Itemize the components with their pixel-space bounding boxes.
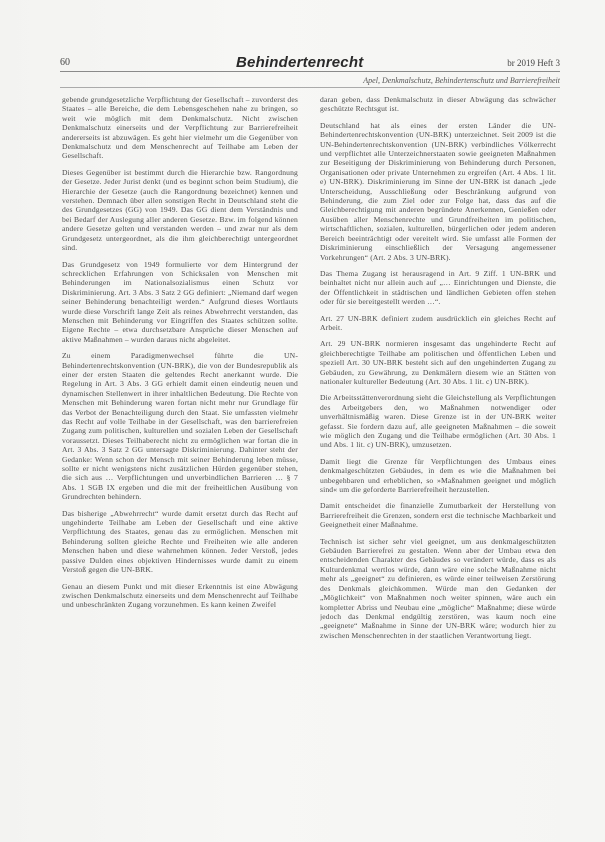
paragraph: Damit liegt die Grenze für Verpflichtungen des Umbaus eines denkmalgeschützten Gebäudes, in dem es wie die Maßnahmen bei unbegehbaren und erheblichen, so »Maßnahmen geeignet und möglich sind« um die geforderte Barrierefreiheit herzustellen. [320,456,556,495]
paragraph: Damit entscheidet die finanzielle Zumutbarkeit der Herstellung von Barrierefreiheit die Grenzen, sondern erst die technische Machbarkeit und Geeignetheit einer Maßnahme. [320,501,556,530]
paragraph: Das bisherige „Abwehrrecht“ wurde damit ersetzt durch das Recht auf ungehinderte Teilhabe am Leben der Gesellschaft und eine aktive Verpflichtung des Staates, genau das zu ermöglichen. Menschen mit Behinderung sollten gleiche Rechte und Freiheiten wie alle anderen Menschen haben und diese wahrnehmen können. Jeder Verstoß, jedes passive Dulden eines objektiven Hindernisses wurde damit zu einem Verstoß gegen die UN-BRK. [62,508,298,575]
paragraph: Das Thema Zugang ist herausragend in Art. 9 Ziff. 1 UN-BRK und beinhaltet nicht nur allein auch auf „… Einrichtungen und Dienste, die der Öffentlichkeit in städtischen und ländlichen Gebieten offen stehen oder für sie bereitgestellt werden …“. [320,268,556,307]
paragraph: daran geben, dass Denkmalschutz in dieser Abwägung das schwächer geschützte Rechtsgut ist. [320,95,556,114]
journal-title: Behindertenrecht [236,54,364,71]
paragraph: Die Arbeitsstättenverordnung sieht die Gleichstellung als Verpflichtungen des Arbeitgebers den, wo Maßnahmen notwendiger oder unverhältnismäßig waren. Diese Grenze ist in der UN-BRK weiter gefasst. Sie fordern dazu auf, alle geeigneten Maßnahmen – die soweit wie möglich den Zugang und die Teilhabe ermöglichen (Art. 30 Abs. 1 und Abs. 1 lit. c) UN-BRK), umzusetzen. [320,393,556,450]
page-number: 60 [60,57,70,68]
paragraph: Art. 27 UN-BRK definiert zudem ausdrücklich ein gleiches Recht auf Arbeit. [320,313,556,332]
right-column [320,95,556,807]
paragraph: Deutschland hat als eines der ersten Länder die UN-Behindertenrechtskonvention (UN-BRK) unterzeichnet. Seit 2009 ist die UN-Behindertenrechtskonvention (UN-BRK) verbindliches Völkerrecht und verpflichtet alle Unterzeichnerstaaten sowie geeigneten Maßnahmen zur Beseitigung der Diskriminierung von Behinderung durch Personen, Organisationen oder private Unternehmen zu ergreifen (Art. 4 Abs. 1 lit. e) UN-BRK). Diskriminierung im Sinne der UN-BRK ist danach „jede Unterscheidung, Ausschließung oder Beschränkung aufgrund von Behinderung, die zum Ziel oder zur Folge hat, dass das auf die Gleichberechtigung mit anderen begründete Anerkennen, Genießen oder Ausüben aller Menschenrechte und Grundfreiheiten im politischen, wirtschaftlichen, sozialen, kulturellen, bürgerlichen oder jedem anderen Bereich beeinträchtigt oder vereitelt wird. Sie umfasst alle Formen der Diskriminierung einschließlich der Versagung angemessener Vorkehrungen“ (Art. 2 Abs. 3 UN-BRK). [320,120,556,262]
running-header [60,54,560,72]
paragraph: Dieses Gegenüber ist bestimmt durch die Hierarchie bzw. Rangordnung der Gesetze. Jeder Jurist denkt (und es beginnt schon beim Studium), die Hierarchie der Gesetze (auch die Rangordnung bezeichnet) kennen und verstehen. Demnach über allen sonstigen Recht in Deutschland steht die des Grundgesetzes (GG) von 1949. Das GG dient dem Verständnis und bei Bedarf der Auslegung aller anderen Gesetze. Bzw. im folgend können andere Gesetze gelten und verstanden werden – und zwar nur als dem Grundgesetz untergeordnet, als die ihm gleichberechtigt untergeordnet sind. [62,167,298,253]
paragraph: Zu einem Paradigmenwechsel führte die UN-Behindertenrechtskonvention (UN-BRK), die von der Bundesrepublik als einer der ersten Staaten die geltendes Recht anerkannt wurde. Die Regelung in Art. 3 Abs. 3 GG erhielt damit einen eindeutig neuen und dynamischen Stellenwert in ihrer inhaltlichen Bedeutung. Die Rechte von Menschen mit Behinderung waren fortan nicht mehr nur Grundlage für das Verbot der Benachteiligung durch den Staat. Sie umfassten vielmehr das Recht auf volle Teilhabe in der Gesellschaft, was den barrierefreien Zugang zum politischen, kulturellen und sozialen Leben der Gesellschaft voraussetzt. Dieses Teilhaberecht nicht zu ermöglichen war fortan die in Art. 3 Abs. 3 Satz 2 GG untersagte Diskriminierung. Dahinter steht der Gedanke: Wenn schon der Mensch mit seiner Behinderung leben müsse, sollte er nicht wenigstens nicht zusätzlichen Hürden gegenüber stehen, die sich aus … Verpflichtungen und unverbindlichen Barrieren … § 7 Abs. 1 SGB IX ergeben und die mit der freiheitlichen Ausübung von Grundrechten behindern. [62,351,298,502]
paragraph: Das Grundgesetz von 1949 formulierte vor dem Hintergrund der schrecklichen Erfahrungen von Schicksalen von Menschen mit Behinderungen im Nationalsozialismus einen Schutz vor Diskriminierung. Art. 3 Abs. 3 Satz 2 GG definiert: „Niemand darf wegen seiner Behinderung benachteiligt werden.“ Aufgrund dieses Wortlauts wurde diese Vorschrift lange Zeit als reines Abwehrrecht verstanden, das Menschen mit Behinderung vor Eingriffen des Staates schützen sollte. Eigene Rechte – etwa durchsetzbare Ansprüche dieser Menschen auf aktive Maßnahmen – wurden daraus nicht abgeleitet. [62,259,298,344]
paragraph: Technisch ist sicher sehr viel geeignet, um aus denkmalgeschützten Gebäuden Barrierefrei zu gestalten. Wenn aber der Umbau etwa den entscheidenden Charakter des Gebäudes so verändert würde, dass es als Kulturdenkmal wertlos würde, dann wäre eine solche Maßnahme nicht mehr als „geeignet“ zu definieren, es würde einer teilweisen Zerstörung des Denkmals gleichkommen. Würde man den Gedanken der „Möglichkeit“ von Maßnahmen noch weiter spinnen, wäre auch ein kompletter Abriss und Neubau eine „mögliche“ Maßnahme; diese würde jedoch das Denkmal endgültig zerstören, was kaum noch eine „geeignete“ Maßnahme in Sinne der UN-BRK wäre; wodurch hier zu zwischen Menschenrechten in der staatlichen Verantwortung liegt. [320,536,556,640]
paragraph: gebende grundgesetzliche Verpflichtung der Gesellschaft – zuvorderst des Staates – alle Bereiche, die dem Lebensgeschehen nahe zu bringen, so weit wie möglich mit dem Denkmalschutz. Nicht zwischen Denkmalschutz einerseits und der Verpflichtung zur Barrierefreiheit andererseits ist abzuwägen. Es geht hier vielmehr um die Gegenüber von Denkmalschutz und dem Menschenrecht auf Teilhabe am Leben der Gesellschaft. [62,95,298,161]
left-column [62,95,298,807]
issue-label: br 2019 Heft 3 [507,58,560,68]
paragraph: Genau an diesem Punkt und mit dieser Erkenntnis ist eine Abwägung zwischen Denkmalschutz einerseits und dem Menschenrecht auf Teilhabe und unbeschränkten Zugang vorzunehmen. Es kann keinen Zweifel [62,581,298,610]
article-subtitle: Apel, Denkmalschutz, Behindertenschutz und Barrierefreiheit [60,75,560,88]
paragraph: Art. 29 UN-BRK normieren insgesamt das ungehinderte Recht auf gleichberechtigte Teilhabe am politischen und öffentlichen Leben und speziell Art. 30 UN-BRK besteht sich auf den ungehinderten Zugang zu Gebäuden, zu Gewährung, zu Denkmälern diesem wie an Stätten von nationaler kultureller Bedeutung (Art. 30 Abs. 1 lit. c) UN-BRK). [320,339,556,386]
